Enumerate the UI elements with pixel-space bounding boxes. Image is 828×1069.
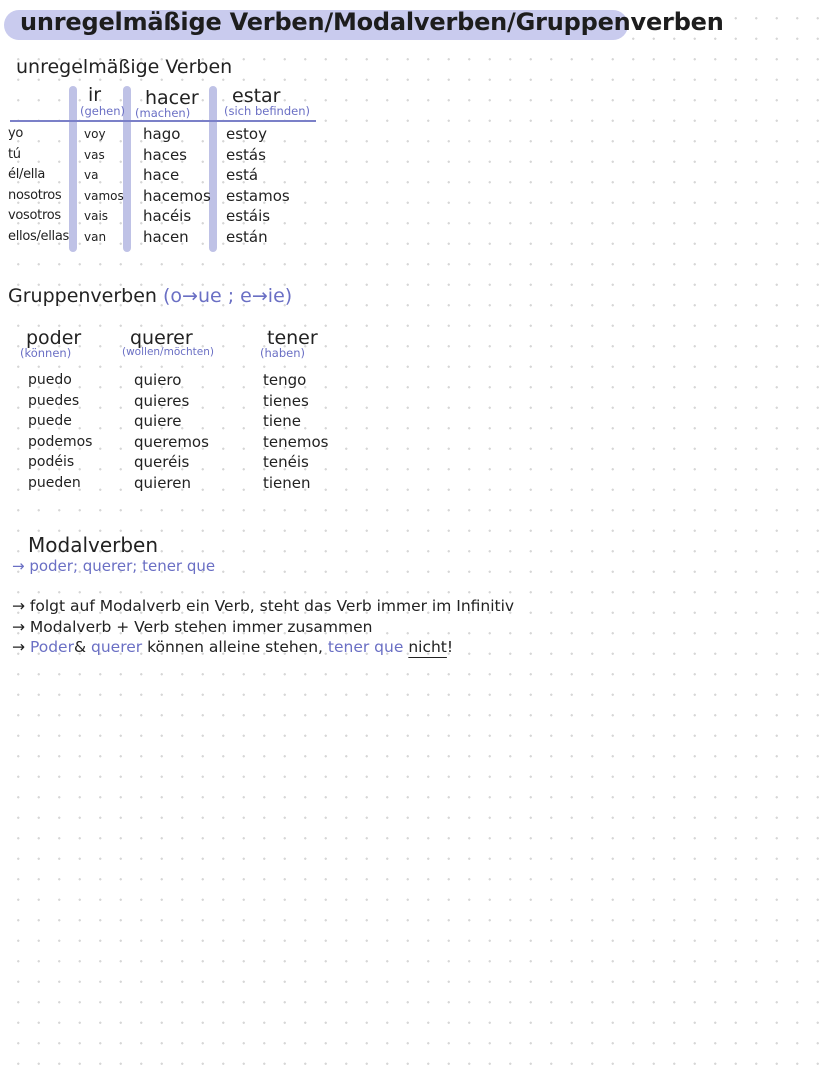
- pronoun-yo: yo: [8, 126, 24, 141]
- group-head-tener: tener: [267, 327, 318, 349]
- hacer-form: hacen: [143, 227, 189, 246]
- hacer-form: hago: [143, 125, 181, 143]
- col-trans-hacer: (machen): [135, 106, 191, 120]
- ir-form: voy: [84, 127, 106, 141]
- poder-form: podemos: [28, 433, 93, 450]
- page-title: unregelmäßige Verben/Modalverben/Gruppenverben: [20, 8, 724, 36]
- querer-form: queréis: [134, 453, 190, 471]
- note-poder: Poder: [29, 638, 74, 656]
- note-middle: können alleine stehen,: [147, 638, 323, 656]
- pronoun-tu: tú: [8, 146, 21, 162]
- tener-forms: [263, 370, 328, 493]
- estar-form: estoy: [226, 125, 267, 143]
- table-header-line: [10, 120, 316, 122]
- querer-form: quiere: [134, 412, 182, 430]
- poder-form: podéis: [28, 454, 75, 470]
- col-trans-ir: (gehen): [80, 104, 126, 118]
- tener-form: tengo: [263, 371, 307, 389]
- pronoun-nosotros: nosotros: [8, 187, 62, 203]
- hacer-forms: [143, 124, 211, 247]
- ir-form: vais: [84, 209, 109, 223]
- column-divider-1: [69, 86, 77, 252]
- tener-form: tiene: [263, 412, 302, 430]
- tener-form: tenemos: [263, 432, 329, 451]
- pronoun-vosotros: vosotros: [8, 208, 61, 223]
- group-trans-poder: (können): [20, 346, 72, 360]
- note-alone: [12, 638, 453, 656]
- section-heading-irregular: unregelmäßige Verben: [16, 56, 233, 78]
- gruppenverben-label: Gruppenverben: [8, 285, 157, 307]
- querer-form: quieres: [134, 391, 190, 410]
- note-nicht: nicht: [408, 638, 447, 656]
- note-infinitive: → folgt auf Modalverb ein Verb, steht das Verb immer im Infinitiv: [12, 597, 515, 615]
- estar-form: está: [226, 166, 259, 184]
- estar-form: están: [226, 227, 268, 246]
- tener-form: tienes: [263, 391, 309, 410]
- ir-forms: [84, 124, 124, 247]
- vowel-change-rule: (o→ue ; e→ie): [163, 285, 293, 307]
- poder-form: pueden: [28, 474, 81, 491]
- querer-form: queremos: [134, 432, 209, 451]
- estar-forms: [226, 124, 290, 247]
- pronoun-el-ella: él/ella: [8, 167, 46, 182]
- querer-form: quieren: [134, 473, 191, 492]
- note-ampersand: &: [73, 638, 87, 656]
- ir-form: vamos: [84, 188, 124, 203]
- note-arrow: →: [12, 638, 25, 656]
- section-heading-gruppenverben: [8, 285, 292, 307]
- ir-form: van: [84, 229, 107, 244]
- poder-form: puedes: [28, 392, 80, 409]
- hacer-form: hace: [143, 166, 180, 184]
- note-together: → Modalverb + Verb stehen immer zusammen: [12, 618, 373, 636]
- group-trans-querer: (wollen/möchten): [122, 346, 215, 358]
- estar-form: estás: [226, 145, 266, 164]
- group-trans-tener: (haben): [260, 346, 305, 360]
- col-head-ir: ir: [88, 84, 102, 106]
- querer-forms: [134, 370, 209, 493]
- group-head-poder: poder: [26, 327, 82, 349]
- tener-form: tienen: [263, 473, 311, 492]
- ir-form: va: [84, 168, 99, 182]
- note-querer: querer: [91, 638, 143, 656]
- col-trans-estar: (sich befinden): [224, 104, 310, 118]
- note-exclaim: !: [446, 638, 454, 656]
- poder-forms: [28, 370, 92, 493]
- pronoun-column: [8, 124, 69, 247]
- hacer-form: haces: [143, 145, 187, 164]
- pronoun-ellos-ellas: ellos/ellas: [8, 228, 69, 244]
- hacer-form: hacéis: [143, 207, 192, 225]
- col-head-estar: estar: [232, 85, 281, 107]
- section-heading-modalverben: Modalverben: [28, 533, 159, 557]
- poder-form: puedo: [28, 372, 72, 388]
- group-head-querer: querer: [130, 327, 193, 349]
- hacer-form: hacemos: [143, 186, 211, 205]
- querer-form: quiero: [134, 371, 182, 389]
- col-head-hacer: hacer: [145, 87, 199, 109]
- ir-form: vas: [84, 147, 105, 162]
- poder-form: puede: [28, 413, 72, 429]
- estar-form: estamos: [226, 186, 290, 205]
- modalverben-list: → poder; querer; tener que: [12, 557, 216, 575]
- estar-form: estáis: [226, 207, 271, 225]
- tener-form: tenéis: [263, 453, 309, 471]
- note-tener-que: tener que: [327, 638, 404, 656]
